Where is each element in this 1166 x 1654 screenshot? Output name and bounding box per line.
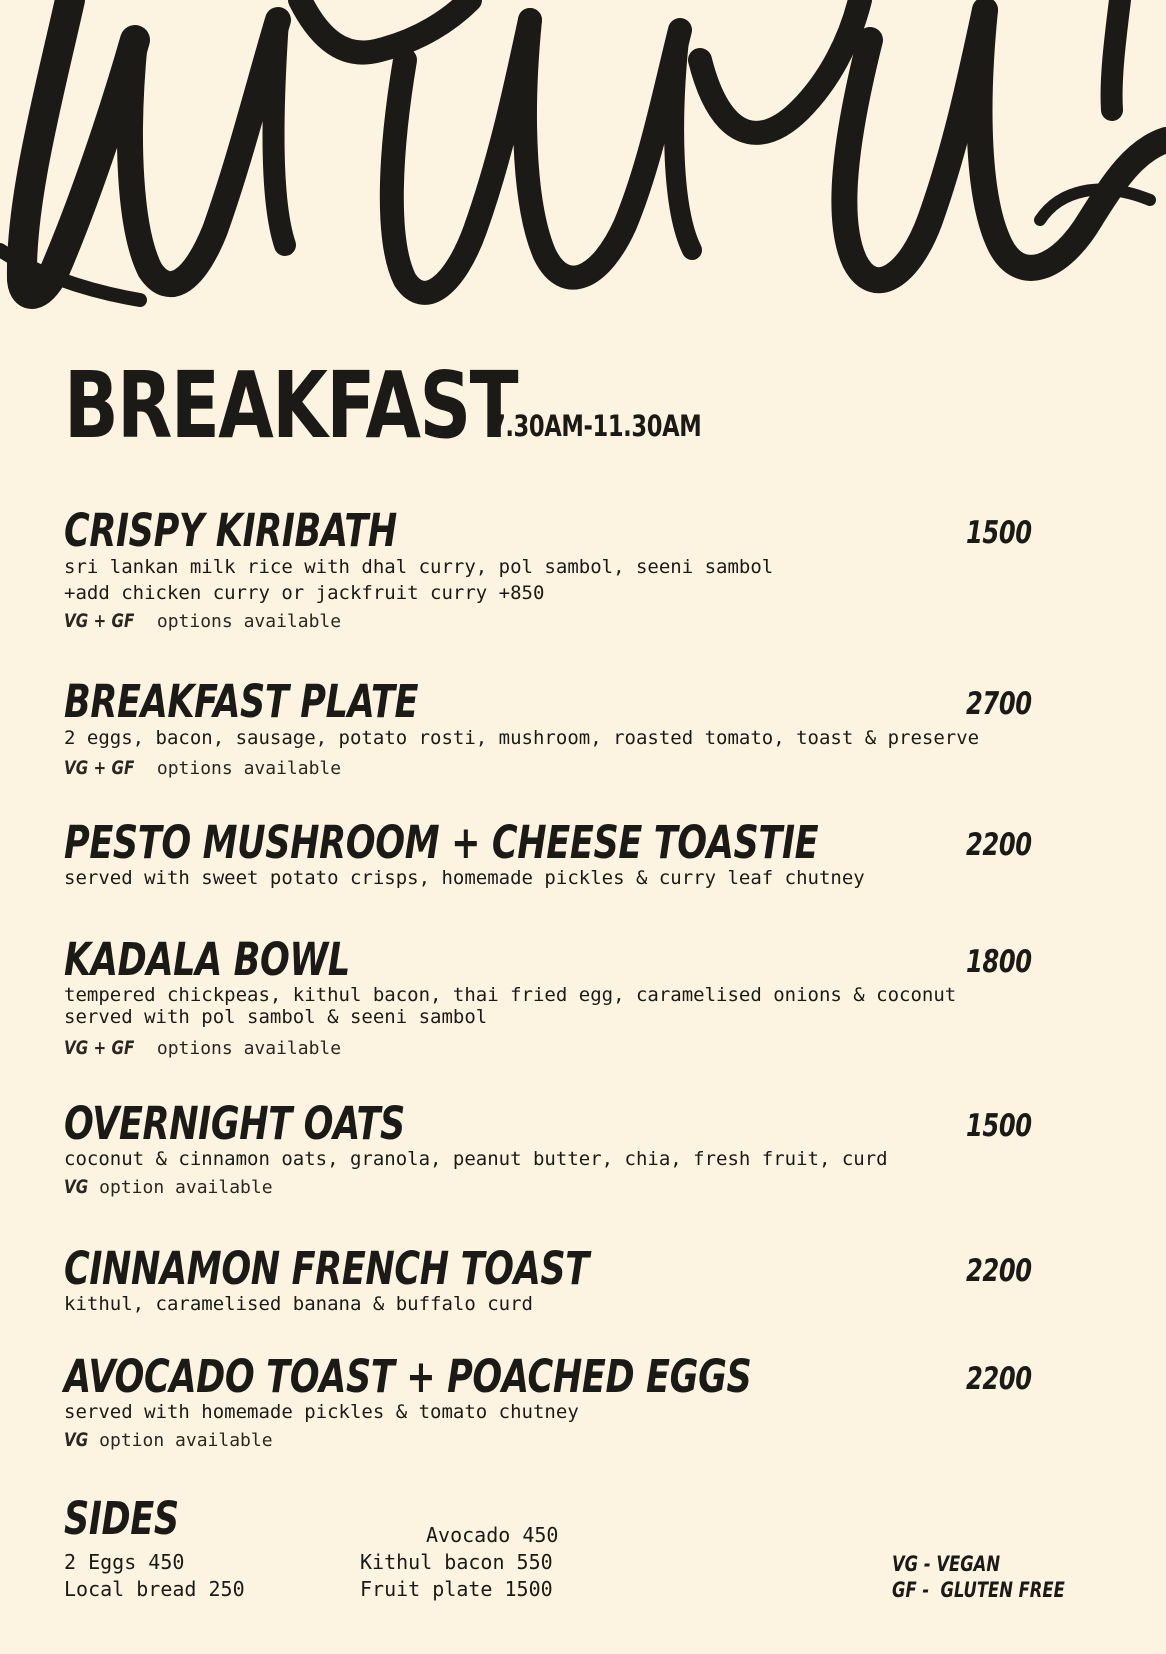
dietary-options	[64, 757, 341, 779]
item-price: 1800	[966, 944, 1032, 980]
dietary-options	[64, 610, 341, 632]
item-price: 1500	[966, 1108, 1032, 1144]
side-item: Local bread 250	[64, 1577, 245, 1601]
option-note: option available	[99, 1177, 273, 1198]
dietary-tag: VG + GF	[64, 1037, 135, 1059]
dietary-tag: VG + GF	[64, 757, 135, 779]
item-description: served with pol sambol & seeni sambol	[64, 1006, 488, 1028]
item-price: 2700	[966, 686, 1032, 722]
item-name: AVOCADO TOAST + POACHED EGGS	[64, 1350, 752, 1403]
decorative-script-lettering	[0, 0, 1166, 320]
legend-gluten-free: GF - GLUTEN FREE	[892, 1578, 1065, 1602]
item-description: sri lankan milk rice with dhal curry, pol sambol, seeni sambol	[64, 556, 774, 578]
side-item: Kithul bacon 550	[360, 1550, 553, 1574]
item-name: PESTO MUSHROOM + CHEESE TOASTIE	[64, 816, 819, 869]
item-description: coconut & cinnamon oats, granola, peanut butter, chia, fresh fruit, curd	[64, 1148, 888, 1170]
item-price: 2200	[966, 1361, 1032, 1397]
item-description: 2 eggs, bacon, sausage, potato rosti, mushroom, roasted tomato, toast & preserve	[64, 727, 980, 749]
side-item: 2 Eggs 450	[64, 1550, 185, 1574]
option-note: options available	[156, 1038, 342, 1059]
option-note: options available	[156, 758, 342, 779]
dietary-options	[64, 1176, 273, 1198]
option-note: options available	[156, 611, 342, 632]
side-item: Fruit plate 1500	[360, 1577, 553, 1601]
item-description: tempered chickpeas, kithul bacon, thai fried egg, caramelised onions & coconut	[64, 984, 957, 1006]
item-description: served with sweet potato crisps, homemade pickles & curry leaf chutney	[64, 867, 865, 889]
dietary-options	[64, 1429, 273, 1451]
item-price: 1500	[966, 515, 1032, 551]
item-name: BREAKFAST PLATE	[64, 675, 419, 728]
item-name: CINNAMON FRENCH TOAST	[64, 1242, 589, 1295]
item-description: +add chicken curry or jackfruit curry +850	[64, 582, 545, 604]
dietary-options	[64, 1037, 341, 1059]
item-description: kithul, caramelised banana & buffalo curd	[64, 1293, 533, 1315]
legend-vegan: VG - VEGAN	[892, 1552, 1001, 1576]
service-hours: 7.30AM-11.30AM	[490, 409, 702, 443]
dietary-tag: VG	[64, 1176, 89, 1198]
item-name: KADALA BOWL	[64, 933, 350, 986]
item-name: CRISPY KIRIBATH	[64, 504, 397, 557]
item-name: OVERNIGHT OATS	[64, 1097, 405, 1150]
dietary-tag: VG + GF	[64, 610, 135, 632]
item-description: served with homemade pickles & tomato chutney	[64, 1401, 579, 1423]
page-title: BREAKFAST	[64, 352, 518, 459]
side-item: Avocado 450	[426, 1523, 559, 1547]
item-price: 2200	[966, 827, 1032, 863]
item-price: 2200	[966, 1253, 1032, 1289]
option-note: option available	[99, 1430, 273, 1451]
dietary-tag: VG	[64, 1429, 89, 1451]
sides-heading: SIDES	[64, 1492, 179, 1545]
